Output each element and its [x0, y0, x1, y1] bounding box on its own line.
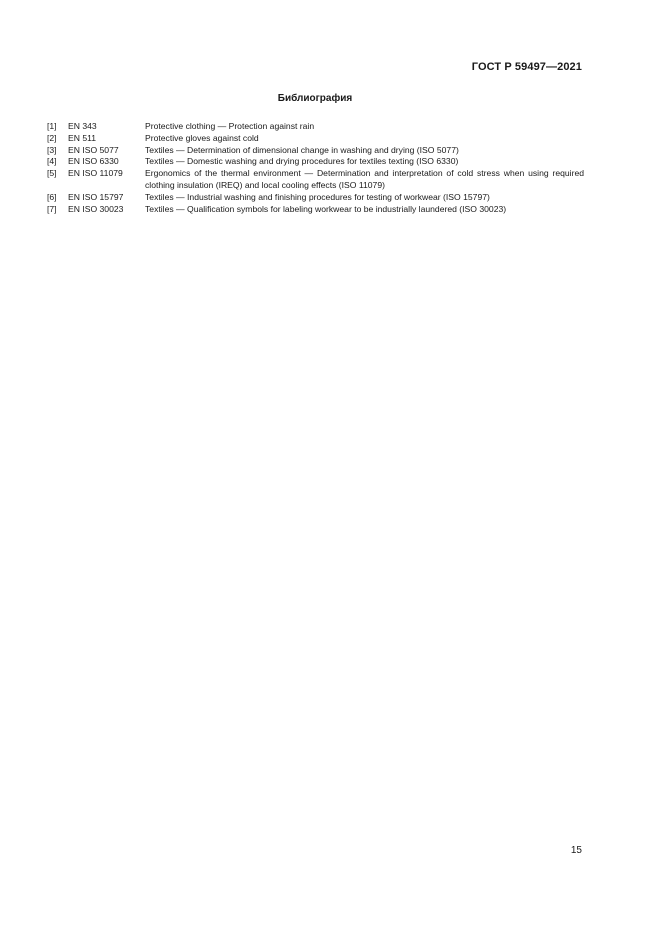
- entry-standard-code: EN ISO 5077: [68, 144, 119, 155]
- entry-number: [2]: [47, 132, 57, 143]
- entry-standard-code: EN ISO 11079: [68, 168, 123, 179]
- entry-standard-code: EN ISO 15797: [68, 191, 124, 202]
- bibliography-entry: [47, 192, 584, 204]
- entry-title: Textiles — Domestic washing and drying procedures for textiles texting (ISO 6330): [145, 156, 459, 167]
- entry-number: [1]: [47, 121, 57, 131]
- entry-number: [6]: [47, 191, 57, 202]
- page-number: 15: [570, 845, 582, 856]
- entry-title: Ergonomics of the thermal environment — Determination and interpretation of cold stress when using required clothing insulation (IREQ) and local cooling effects (ISO 11079): [145, 168, 584, 190]
- entry-standard-code: EN ISO 30023: [68, 203, 124, 214]
- entry-number: [3]: [47, 144, 57, 155]
- entry-title: Textiles — Industrial washing and finishing procedures for testing of workwear (ISO 15797): [145, 191, 490, 202]
- entry-title: Protective gloves against cold: [145, 132, 259, 143]
- bibliography-list: [47, 121, 584, 215]
- entry-number: [4]: [47, 156, 57, 167]
- entry-standard-code: EN 343: [68, 121, 97, 131]
- bibliography-entry: [47, 145, 584, 157]
- bibliography-entry: [47, 121, 584, 133]
- bibliography-entry: [47, 168, 584, 192]
- bibliography-title: Библиография: [277, 93, 353, 104]
- entry-number: [7]: [47, 203, 57, 214]
- bibliography-entry: [47, 156, 584, 168]
- bibliography-entry: [47, 133, 584, 145]
- entry-title: Protective clothing — Protection against rain: [145, 121, 315, 131]
- entry-title: Textiles — Determination of dimensional change in washing and drying (ISO 5077): [145, 144, 459, 155]
- entry-title: Textiles — Qualification symbols for labeling workwear to be industrially laundered (ISO 30023): [145, 203, 507, 214]
- entry-standard-code: EN ISO 6330: [68, 156, 119, 167]
- entry-number: [5]: [47, 168, 57, 179]
- standard-code: ГОСТ Р 59497—2021: [471, 61, 582, 73]
- bibliography-entry: [47, 204, 584, 216]
- entry-standard-code: EN 511: [68, 132, 97, 143]
